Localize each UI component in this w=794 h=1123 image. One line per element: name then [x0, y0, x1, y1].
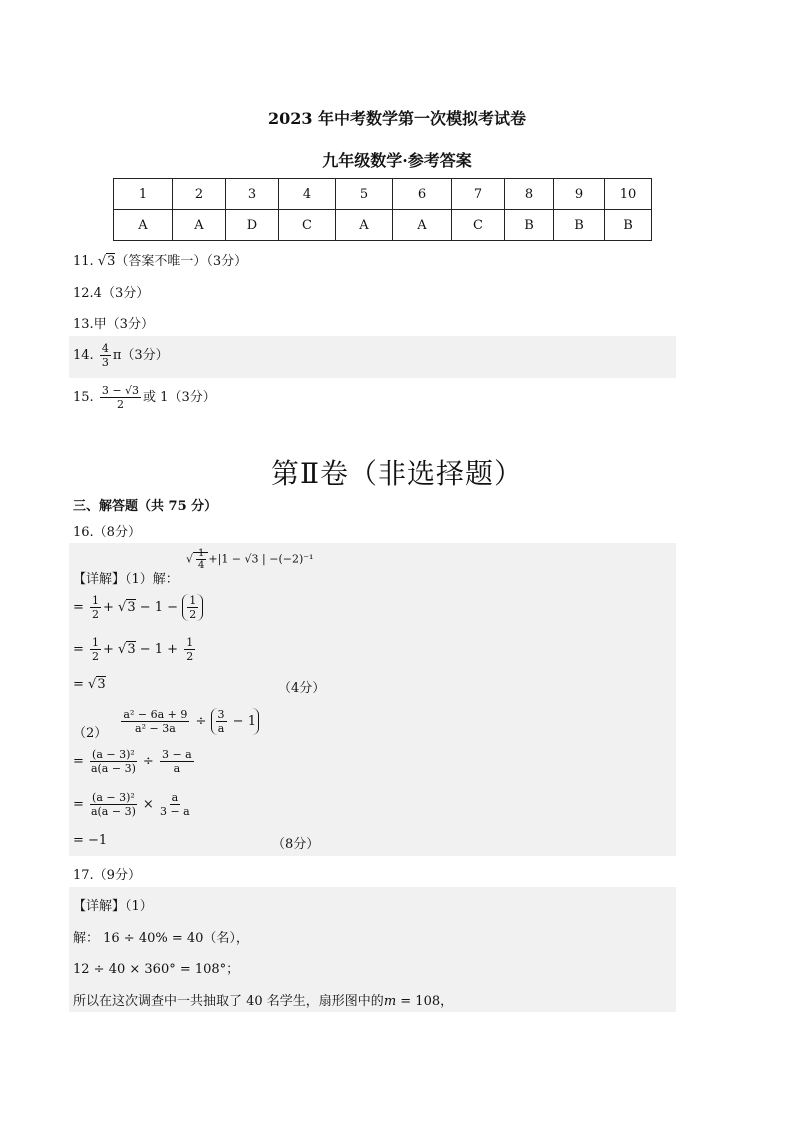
q15-number: 15.: [73, 390, 94, 405]
q16-step6: = $\frac{\text{(a − 3)²}}{a(a - 3)}$ × $\frac{a}{3 - a}$: [73, 791, 190, 818]
table-header-cell: 1: [114, 179, 173, 210]
q15-fraction: [100, 384, 141, 411]
table-answer-cell: A: [336, 210, 393, 241]
q17-var-m: m: [383, 994, 397, 1009]
q15-suffix: 或 1（3分）: [143, 390, 216, 405]
q14-fraction: [100, 342, 111, 369]
q14-number: 14.: [73, 348, 94, 363]
table-header-cell: 7: [452, 179, 505, 210]
table-header-cell: 2: [173, 179, 226, 210]
table-answer-cell: B: [505, 210, 554, 241]
table-header-cell: 5: [336, 179, 393, 210]
answer-table: [113, 178, 652, 241]
q16-score1: （4分）: [278, 681, 326, 696]
table-header-cell: 6: [393, 179, 452, 210]
q11-note: （答案不唯一）（3分）: [115, 254, 248, 269]
page-title: 2023 年中考数学第一次模拟考试卷: [267, 109, 527, 128]
q16-step1: = $\frac{1}{2}$ + √3 − 1 − $\frac{1}{2}$: [73, 594, 203, 621]
q17-line2: 12 ÷ 40 × 360° = 108°；: [73, 962, 240, 977]
q16-score2: （8分）: [272, 837, 320, 852]
q17-line1: 解： 16 ÷ 40% = 40（名），: [73, 931, 249, 946]
q16-part2-denominator: a² − 3a: [135, 722, 176, 735]
q17-line3-text: 所以在这次调查中一共抽取了 40 名学生，扇形图中的: [73, 994, 384, 1009]
q16-part2-label: （2）: [73, 726, 108, 741]
q16-detail: 【详解】（1）解：: [73, 572, 179, 587]
q16-step5-denominator2: a: [173, 762, 181, 775]
table-answer-cell: A: [393, 210, 452, 241]
answer-12: 12.4（3分）: [73, 286, 150, 301]
table-answer-cell: C: [279, 210, 336, 241]
table-header-cell: 8: [505, 179, 554, 210]
q16-expr: +|1 − √3 | −(−2)⁻¹: [208, 552, 314, 566]
q16-step3: = √3: [73, 677, 106, 692]
q16-step7: = −1: [73, 833, 108, 848]
table-answer-cell: A: [114, 210, 173, 241]
table-header-cell: 4: [279, 179, 336, 210]
q14-score: （3分）: [121, 348, 169, 363]
q16-part2: （2） $\frac{\text{a² − 6a + 9}}{\text{a² − 3a}}$ ÷ $\frac{3}{a}$ − 1: [73, 708, 259, 735]
q16-step5-numerator: (a − 3)²: [92, 748, 135, 761]
q17-line3: [73, 990, 453, 1009]
q15-denominator: 2: [116, 398, 124, 411]
q17-detail: 【详解】（1）: [73, 899, 153, 914]
q15-numerator: 3 − √3: [101, 384, 140, 397]
section-heading: 三、解答题（共 75 分）: [73, 499, 218, 514]
section-title: 第Ⅱ卷（非选择题）: [270, 457, 524, 490]
table-answer-cell: B: [554, 210, 605, 241]
table-header-cell: 9: [554, 179, 605, 210]
q16-step5: = $\frac{\text{(a − 3)²}}{a(a - 3)}$ ÷ $\frac{3 - a}{a}$: [73, 748, 192, 775]
answer-15: [73, 384, 216, 411]
q16-part2-numerator: a² − 6a + 9: [123, 708, 188, 721]
q16-step2: = $\frac{1}{2}$ + √3 − 1 + $\frac{1}{2}$: [73, 636, 194, 663]
page-subtitle: 九年级数学·参考答案: [322, 151, 472, 170]
q11-number: 11.: [73, 254, 94, 269]
answer-11: 11. √3（答案不唯一）（3分）: [73, 254, 248, 269]
answer-13: 13.甲（3分）: [73, 317, 154, 332]
answer-14: [73, 342, 169, 369]
q11-value: 3: [107, 254, 116, 269]
table-answer-cell: B: [605, 210, 652, 241]
q17-line3-tail: = 108，: [396, 994, 454, 1009]
q14-numerator: 4: [101, 342, 109, 355]
q17-label: 17.（9分）: [73, 868, 141, 883]
table-header-cell: 3: [226, 179, 279, 210]
table-answer-cell: A: [173, 210, 226, 241]
q16-step5-numerator2: 3 − a: [161, 748, 192, 761]
table-header-cell: 10: [605, 179, 652, 210]
q16-expression: √ $\frac{1}{4}$ +|1 − √3 | −(−2)⁻¹: [186, 548, 314, 571]
q14-pi: π: [112, 348, 122, 363]
q16-step5-denominator: a(a − 3): [90, 762, 136, 775]
q16-label: 16.（8分）: [73, 525, 141, 540]
table-answer-cell: D: [226, 210, 279, 241]
table-answer-cell: C: [452, 210, 505, 241]
q14-denominator: 3: [101, 356, 109, 369]
